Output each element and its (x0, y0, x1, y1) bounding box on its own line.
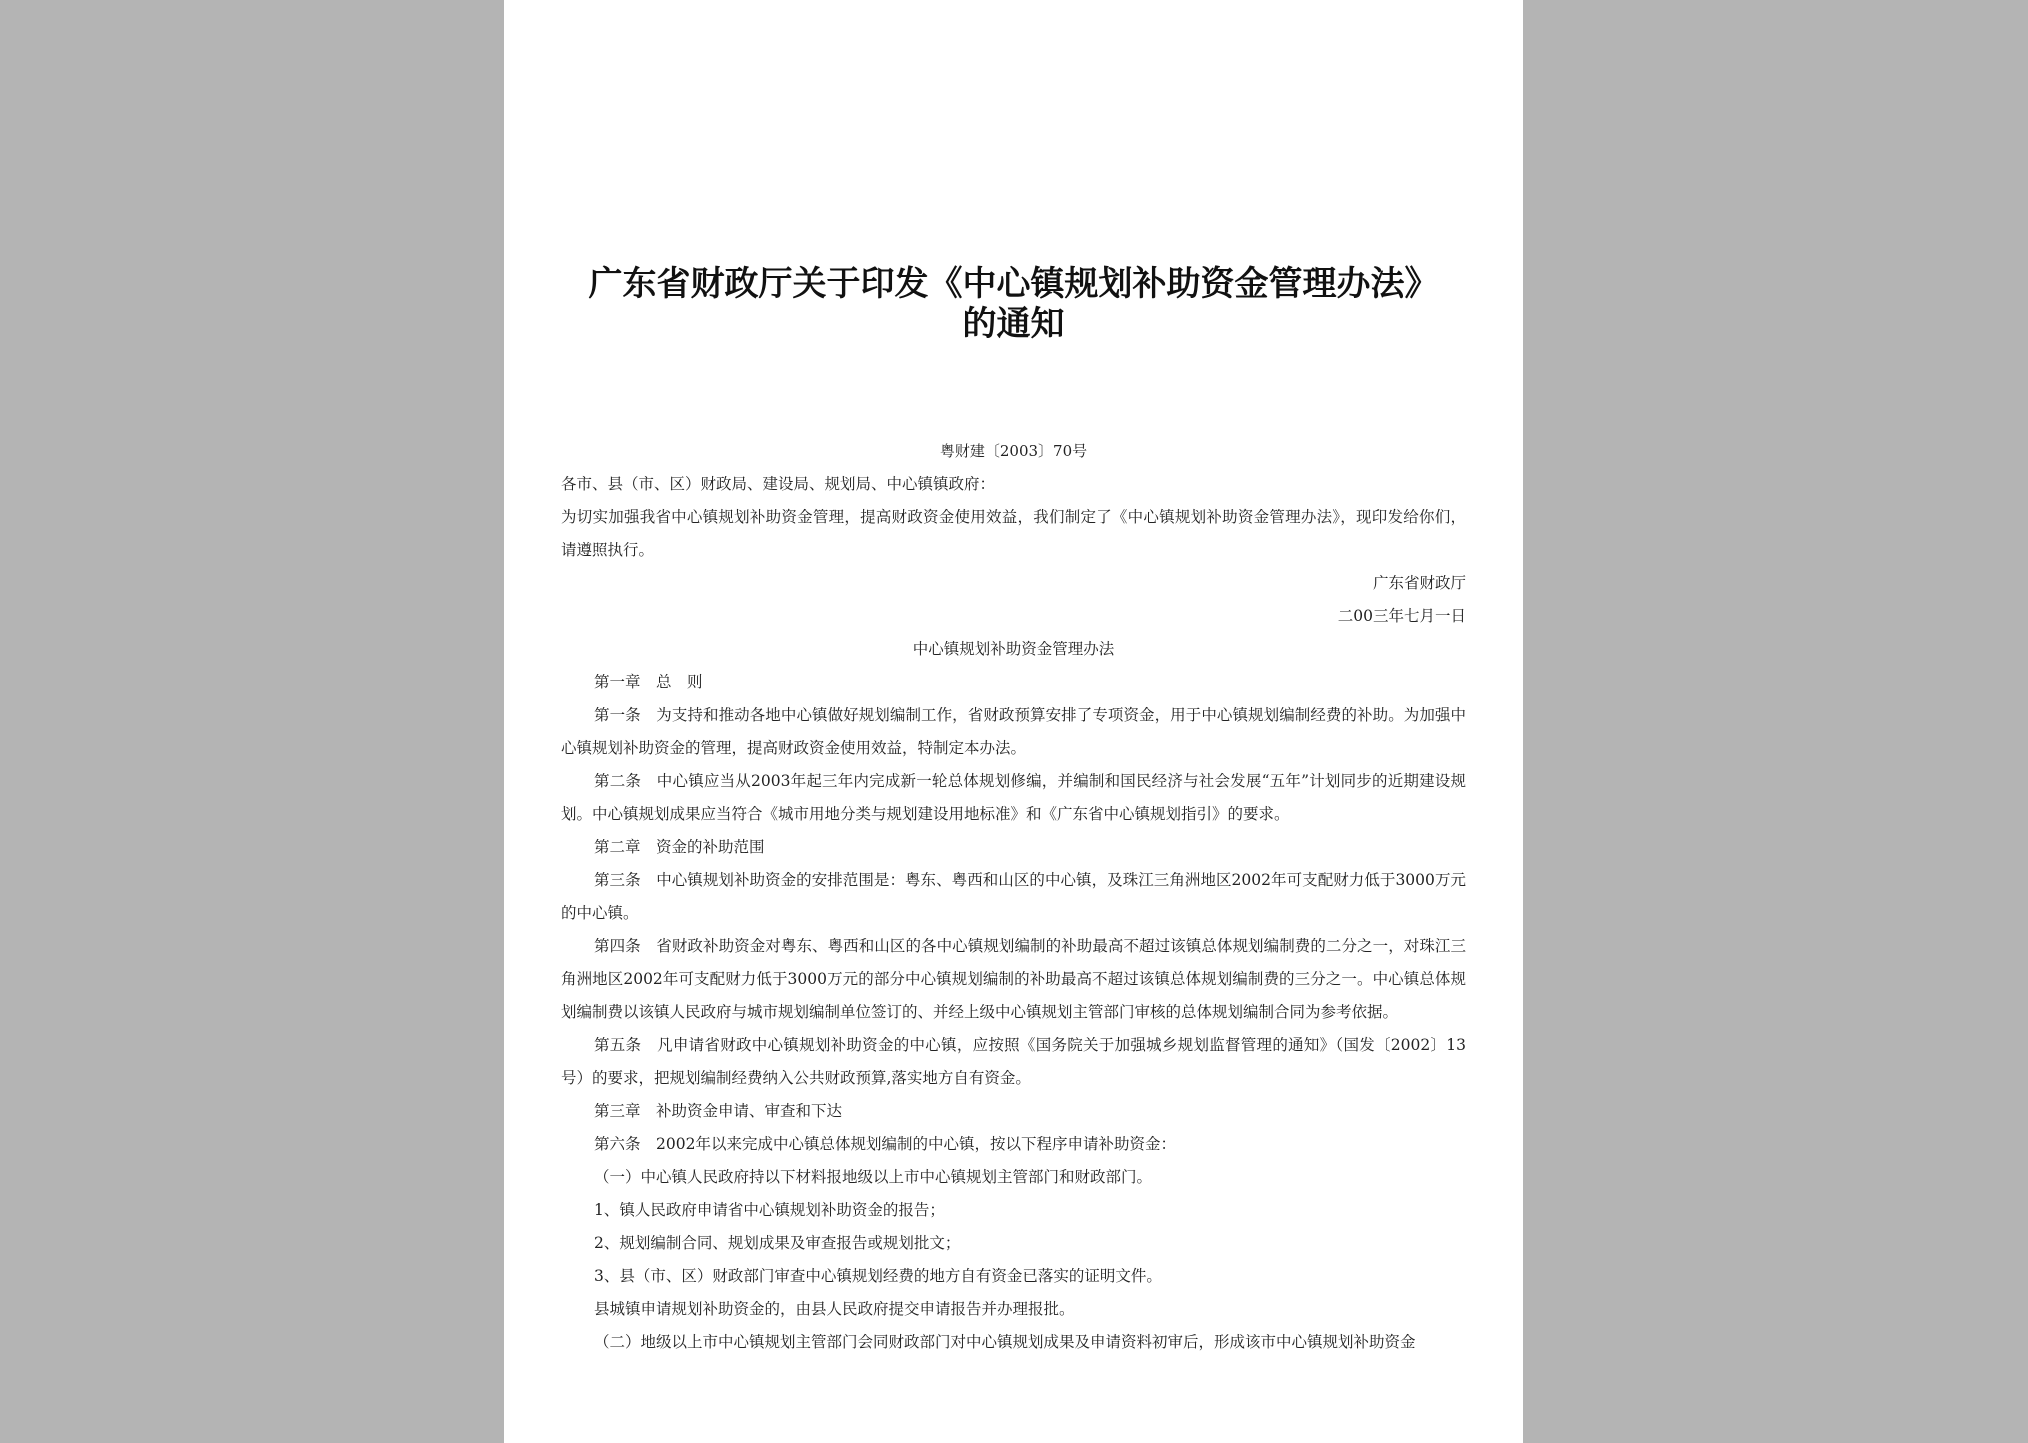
article-2: 第二条 中心镇应当从2003年起三年内完成新一轮总体规划修编，并编制和国民经济与社会发展“五年”计划同步的近期建设规划。中心镇规划成果应当符合《城市用地分类与规划建设用地标准》和《广东省中心镇规划指引》的要求。 (561, 772, 1466, 823)
document-page (504, 0, 1523, 1443)
item-two: （二）地级以上市中心镇规划主管部门会同财政部门对中心镇规划成果及申请资料初审后，形成该市中心镇规划补助资金 (594, 1333, 1416, 1351)
item-1: 1、镇人民政府申请省中心镇规划补助资金的报告； (594, 1201, 945, 1219)
article-1: 第一条 为支持和推动各地中心镇做好规划编制工作，省财政预算安排了专项资金，用于中心镇规划编制经费的补助。为加强中心镇规划补助资金的管理，提高财政资金使用效益，特制定本办法。 (561, 706, 1466, 757)
chapter-3-heading: 第三章 补助资金申请、审查和下达 (594, 1102, 843, 1120)
issue-date: 二00三年七月一日 (1337, 607, 1466, 625)
county-note: 县城镇申请规划补助资金的，由县人民政府提交申请报告并办理报批。 (594, 1300, 1075, 1318)
item-2: 2、规划编制合同、规划成果及审查报告或规划批文； (594, 1234, 961, 1252)
article-6: 第六条 2002年以来完成中心镇总体规划编制的中心镇，按以下程序申请补助资金： (594, 1135, 1176, 1153)
issuer: 广东省财政厅 (1372, 574, 1466, 592)
intro-paragraph: 为切实加强我省中心镇规划补助资金管理，提高财政资金使用效益，我们制定了《中心镇规划补助资金管理办法》，现印发给你们，请遵照执行。 (561, 508, 1466, 559)
regulation-title: 中心镇规划补助资金管理办法 (912, 640, 1115, 658)
addressee: 各市、县（市、区）财政局、建设局、规划局、中心镇镇政府： (561, 475, 996, 493)
item-one: （一）中心镇人民政府持以下材料报地级以上市中心镇规划主管部门和财政部门。 (594, 1168, 1153, 1186)
chapter-1-heading: 第一章 总 则 (594, 673, 703, 691)
chapter-2-heading: 第二章 资金的补助范围 (594, 838, 765, 856)
article-4: 第四条 省财政补助资金对粤东、粤西和山区的各中心镇规划编制的补助最高不超过该镇总体规划编制费的二分之一，对珠江三角洲地区2002年可支配财力低于3000万元的部分中心镇规划编制的补助最高不超过该镇总体规划编制费的三分之一。中心镇总体规划编制费以该镇人民政府与城市规划编制单位签订的、并经上级中心镇规划主管部门审核的总体规划编制合同为参考依据。 (561, 937, 1466, 1021)
item-3: 3、县（市、区）财政部门审查中心镇规划经费的地方自有资金已落实的证明文件。 (594, 1267, 1162, 1285)
article-5: 第五条 凡申请省财政中心镇规划补助资金的中心镇，应按照《国务院关于加强城乡规划监督管理的通知》（国发〔2002〕13号）的要求，把规划编制经费纳入公共财政预算,落实地方自有资金。 (561, 1036, 1466, 1087)
article-3: 第三条 中心镇规划补助资金的安排范围是：粤东、粤西和山区的中心镇，及珠江三角洲地区2002年可支配财力低于3000万元的中心镇。 (561, 871, 1466, 922)
document-title: 广东省财政厅关于印发《中心镇规划补助资金管理办法》的通知 (588, 264, 1439, 344)
document-number: 粤财建〔2003〕70号 (939, 442, 1088, 460)
